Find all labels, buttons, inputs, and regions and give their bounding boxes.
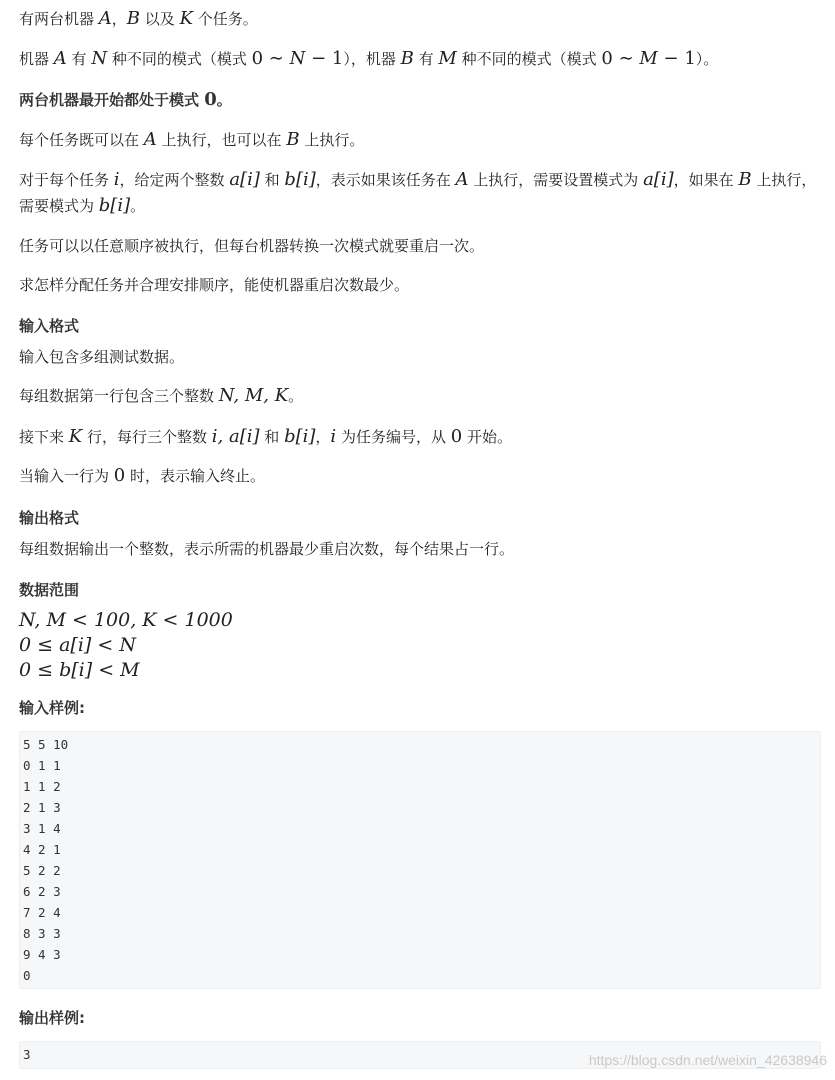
range-line-3: 0 ≤ b[i] < M [19,659,140,681]
input-desc-4: 当输入一行为 0 时，表示输入终止。 [19,465,266,486]
goal-line: 求怎样分配任务并合理安排顺序，能使机器重启次数最少。 [19,276,410,294]
code-line: 2 1 3 [23,800,61,815]
initial-mode-line: 两台机器最开始都处于模式 0。 [19,89,232,110]
data-range-heading: 数据范围 [19,581,80,599]
input-desc-2: 每组数据第一行包含三个整数 N, M, K。 [19,385,304,406]
range-line-1: N, M < 100, K < 1000 [19,609,233,631]
code-line: 7 2 4 [23,905,61,920]
code-line: 1 1 2 [23,779,61,794]
input-format-heading: 输入格式 [19,317,80,335]
code-line: 9 4 3 [23,947,61,962]
output-desc: 每组数据输出一个整数，表示所需的机器最少重启次数，每个结果占一行。 [19,540,515,558]
code-line: 4 2 1 [23,842,61,857]
code-line: 3 [23,1047,31,1062]
intro-line-1: 有两台机器 A，B 以及 K 个任务。 [19,8,258,29]
task-mode-paragraph: 对于每个任务 i，给定两个整数 a[i] 和 b[i]，表示如果该任务在 A 上执行，需要设置模式为 a[i]，如果在 B 上执行，需要模式为 b[i]。 [19,169,817,216]
restart-rule-line: 任务可以以任意顺序被执行，但每台机器转换一次模式就要重启一次。 [19,237,485,255]
range-line-2: 0 ≤ a[i] < N [19,634,136,656]
watermark: https://blog.csdn.net/weixin_42638946 [588,1052,827,1068]
code-line: 6 2 3 [23,884,61,899]
input-desc-1: 输入包含多组测试数据。 [19,348,185,366]
sample-output-heading: 输出样例: [19,1009,85,1027]
code-line: 8 3 3 [23,926,61,941]
output-format-heading: 输出格式 [19,509,80,527]
input-desc-3: 接下来 K 行，每行三个整数 i, a[i] 和 b[i]，i 为任务编号，从 0 开始。 [19,426,512,447]
code-line: 5 2 2 [23,863,61,878]
sample-input-heading: 输入样例: [19,699,85,717]
sample-input-block [19,731,821,989]
code-line: 3 1 4 [23,821,61,836]
code-line: 0 [23,968,31,983]
code-line: 0 1 1 [23,758,61,773]
intro-line-2: 机器 A 有 N 种不同的模式（模式 0 ∼ N − 1），机器 B 有 M 种不同的模式（模式 0 ∼ M − 1）。 [19,48,719,69]
code-line: 5 5 10 [23,737,69,752]
task-execution-line: 每个任务既可以在 A 上执行，也可以在 B 上执行。 [19,129,365,150]
